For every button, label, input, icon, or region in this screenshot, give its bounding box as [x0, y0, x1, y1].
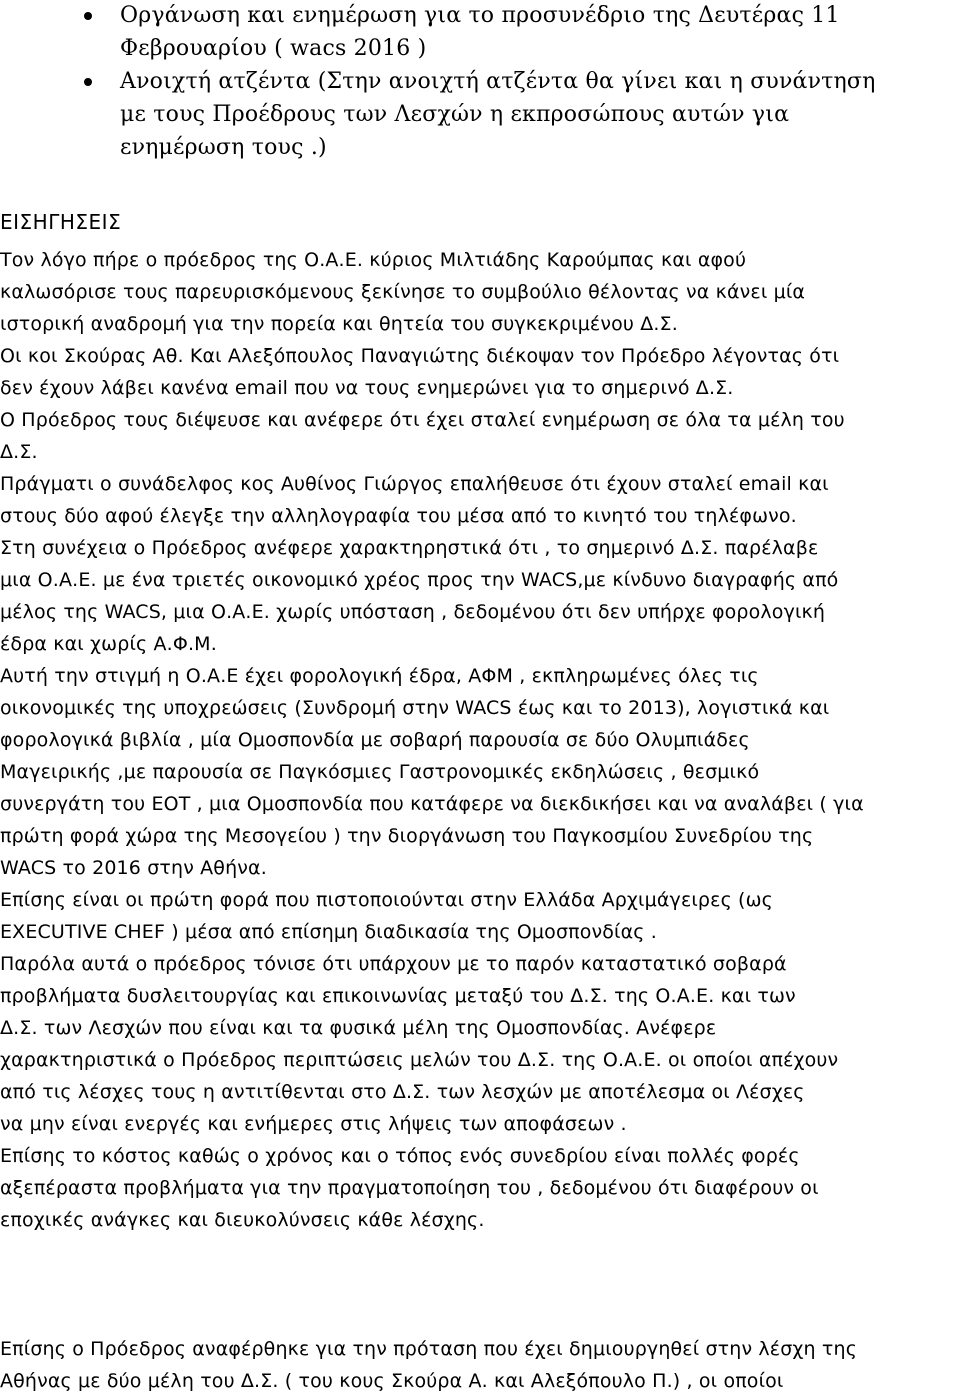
text-line: Τον λόγο πήρε ο πρόεδρος της Ο.Α.Ε. κύριος Μιλτιάδης Καρούμπας και αφού: [0, 249, 747, 271]
text-line: μέλος της WACS, μια Ο.Α.Ε. χωρίς υπόσταση , δεδομένου ότι δεν υπήρχε φορολογική: [0, 601, 826, 623]
text-line: Στη συνέχεια ο Πρόεδρος ανέφερε χαρακτηρηστικά ότι , το σημερινό Δ.Σ. παρέλαβε: [0, 537, 819, 559]
text-line: Οι κοι Σκούρας Αθ. Και Αλεξόπουλος Παναγιώτης διέκοψαν τον Πρόεδρο λέγοντας ότι: [0, 345, 840, 367]
text-line: WACS το 2016 στην Αθήνα.: [0, 857, 267, 879]
text-line: οικονομικές της υποχρεώσεις (Συνδρομή στην WACS έως και το 2013), λογιστικά και: [0, 697, 830, 719]
bullet-dot-icon: [84, 78, 92, 86]
text-line: μια Ο.Α.Ε. με ένα τριετές οικονομικό χρέος προς την WACS,με κίνδυνο διαγραφής από: [0, 569, 839, 591]
text-line: Επίσης ο Πρόεδρος αναφέρθηκε για την πρόταση που έχει δημιουργηθεί στην λέσχη της: [0, 1338, 858, 1360]
bullet-line: Φεβρουαρίου ( wacs 2016 ): [120, 36, 427, 61]
text-line: Αυτή την στιγμή η Ο.Α.Ε έχει φορολογική έδρα, ΑΦΜ , εκπληρωμένες όλες τις: [0, 665, 759, 687]
text-line: από τις λέσχες τους η αντιτίθενται στο Δ.Σ. των λεσχών με αποτέλεσμα οι Λέσχες: [0, 1081, 805, 1103]
text-line: Παρόλα αυτά ο πρόεδρος τόνισε ότι υπάρχουν με το παρόν καταστατικό σοβαρά: [0, 953, 787, 975]
text-line: δεν έχουν λάβει κανένα email που να τους ενημερώνει για το σημερινό Δ.Σ.: [0, 377, 734, 399]
agenda-item-presymposium: [0, 0, 960, 65]
text-line: Δ.Σ. των Λεσχών που είναι και τα φυσικά μέλη της Ομοσπονδίας. Ανέφερε: [0, 1017, 717, 1039]
text-line: Δ.Σ.: [0, 441, 38, 463]
text-line: Επίσης είναι οι πρώτη φορά που πιστοποιούνται στην Ελλάδα Αρχιμάγειρες (ως: [0, 889, 773, 911]
text-line: καλωσόρισε τους παρευρισκόμενους ξεκίνησε το συμβούλιο θέλοντας να κάνει μία: [0, 281, 806, 303]
text-line: φορολογικά βιβλία , μία Ομοσπονδία με σοβαρή παρουσία σε δύο Ολυμπιάδες: [0, 729, 750, 751]
bullet-line: Ανοιχτή ατζέντα (Στην ανοιχτή ατζέντα θα γίνει και η συνάντηση: [120, 69, 876, 94]
bullet-line: με τους Προέδρους των Λεσχών η εκπροσώπους αυτών για: [120, 102, 790, 127]
text-line: εποχικές ανάγκες και διευκολύνσεις κάθε λέσχης.: [0, 1209, 485, 1231]
bullet-dot-icon: [84, 12, 92, 20]
text-line: χαρακτηριστικά ο Πρόεδρος περιπτώσεις μελών του Δ.Σ. της Ο.Α.Ε. οι οποίοι απέχουν: [0, 1049, 839, 1071]
text-line: Πράγματι ο συνάδελφος κος Αυθίνος Γιώργος επαλήθευσε ότι έχουν σταλεί email και: [0, 473, 829, 495]
text-line: EXECUTIVE CHEF ) μέσα από επίσημη διαδικασία της Ομοσπονδίας .: [0, 921, 657, 943]
agenda-item-open-agenda: [0, 65, 960, 164]
text-line: αξεπέραστα προβλήματα για την πραγματοποίηση του , δεδομένου ότι διαφέρουν οι: [0, 1177, 819, 1199]
minutes-body: [0, 244, 864, 1236]
text-line: Επίσης το κόστος καθώς ο χρόνος και ο τόπος ενός συνεδρίου είναι πολλές φορές: [0, 1145, 800, 1167]
text-line: στους δύο αφού έλεγξε την αλληλογραφία του μέσα από το κινητό του τηλέφωνο.: [0, 505, 797, 527]
text-line: Ο Πρόεδρος τους διέψευσε και ανέφερε ότι έχει σταλεί ενημέρωση σε όλα τα μέλη του: [0, 409, 845, 431]
text-line: Μαγειρικής ,με παρουσία σε Παγκόσμιες Γαστρονομικές εκδηλώσεις , θεσμικό: [0, 761, 760, 783]
section-heading: ΕΙΣΗΓΗΣΕΙΣ: [0, 210, 122, 234]
minutes-closing: [0, 1333, 857, 1397]
bullet-line: Οργάνωση και ενημέρωση για το προσυνέδριο της Δευτέρας 11: [120, 3, 840, 28]
text-line: πρώτη φορά χώρα της Μεσογείου ) την διοργάνωση του Παγκοσμίου Συνεδρίου της: [0, 825, 814, 847]
text-line: συνεργάτη του ΕΟΤ , μια Ομοσπονδία που κατάφερε να διεκδικήσει και να αναλάβει ( για: [0, 793, 864, 815]
text-line: προβλήματα δυσλειτουργίας και επικοινωνίας μεταξύ του Δ.Σ. της Ο.Α.Ε. και των: [0, 985, 796, 1007]
agenda-bullet-list: [0, 0, 960, 164]
text-line: ιστορική αναδρομή για την πορεία και θητεία του συγκεκριμένου Δ.Σ.: [0, 313, 678, 335]
bullet-line: ενημέρωση τους .): [120, 135, 327, 160]
text-line: Αθήνας με δύο μέλη του Δ.Σ. ( του κους Σκούρα Α. και Αλεξόπουλο Π.) , οι οποίοι: [0, 1370, 784, 1392]
text-line: έδρα και χωρίς Α.Φ.Μ.: [0, 633, 217, 655]
text-line: να μην είναι ενεργές και ενήμερες στις λήψεις των αποφάσεων .: [0, 1113, 627, 1135]
